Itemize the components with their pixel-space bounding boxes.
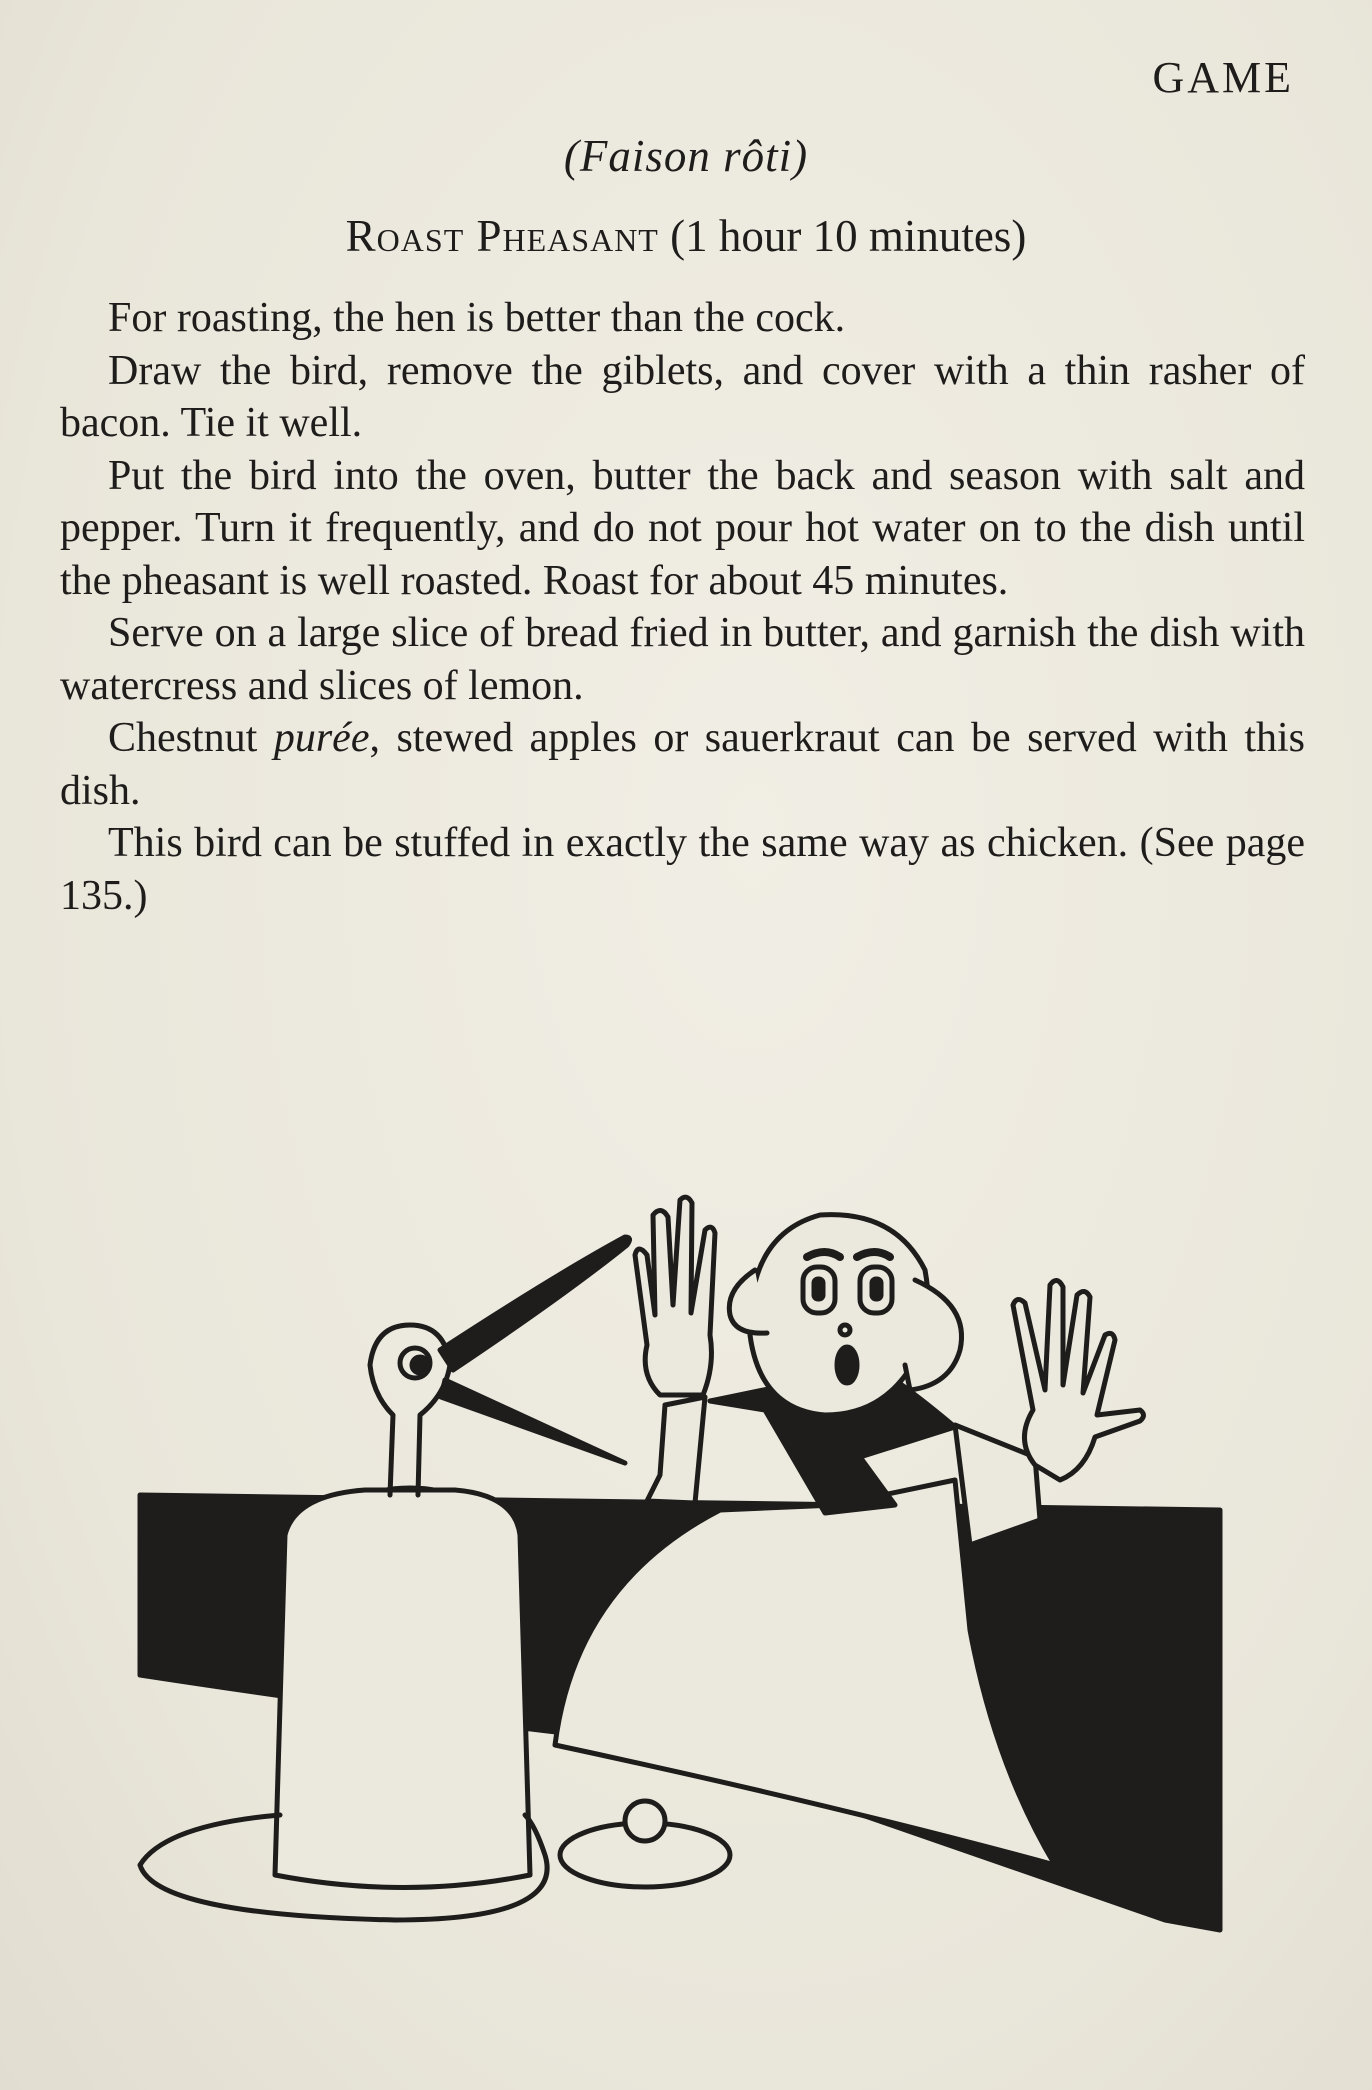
accompaniments-end: , stewed apples or sauerkraut can be served with this dish. — [60, 715, 1305, 814]
recipe-french-name: (Faison rôti) — [563, 131, 809, 181]
paragraph-serving: Serve on a large slice of bread fried in butter, and garnish the dish with watercress and slices of lemon. — [60, 610, 1305, 709]
right-hand — [1013, 1280, 1144, 1480]
cartoon-illustration — [135, 1175, 1235, 1935]
recipe-time: (1 hour 10 minutes) — [658, 211, 1027, 261]
pupil-right — [872, 1279, 881, 1299]
section-header: GAME — [1152, 53, 1294, 102]
accompaniments-start: Chestnut — [108, 715, 274, 761]
left-hand — [635, 1197, 715, 1395]
pheasant-cartoon-svg — [135, 1175, 1235, 1935]
paragraph-accompaniments — [60, 712, 1305, 817]
bird-beak-lower — [441, 1380, 625, 1463]
recipe-body — [60, 292, 1305, 922]
lid-knob — [625, 1801, 665, 1841]
hair-right — [905, 1280, 962, 1390]
accompaniments-puree: purée — [273, 715, 370, 761]
paragraph-hen: For roasting, the hen is better than the cock. — [108, 295, 846, 341]
pupil-left — [814, 1279, 823, 1299]
recipe-title — [0, 210, 1372, 262]
left-sleeve — [647, 1397, 705, 1503]
bird-pot — [275, 1490, 530, 1888]
paragraph-stuffing: This bird can be stuffed in exactly the same way as chicken. (See page 135.) — [60, 820, 1305, 919]
mouth — [837, 1347, 857, 1383]
bird-pupil — [412, 1357, 428, 1373]
recipe-title-name: Roast Pheasant — [345, 211, 659, 261]
bird-beak-upper — [440, 1237, 630, 1370]
paragraph-roasting: Put the bird into the oven, butter the back and season with salt and pepper. Turn it frequently, and do not pour hot water on to the dish until the pheasant is well roasted. Roast for about 45 minutes. — [60, 452, 1305, 604]
paragraph-preparation: Draw the bird, remove the giblets, and cover with a thin rasher of bacon. Tie it well. — [60, 347, 1305, 446]
